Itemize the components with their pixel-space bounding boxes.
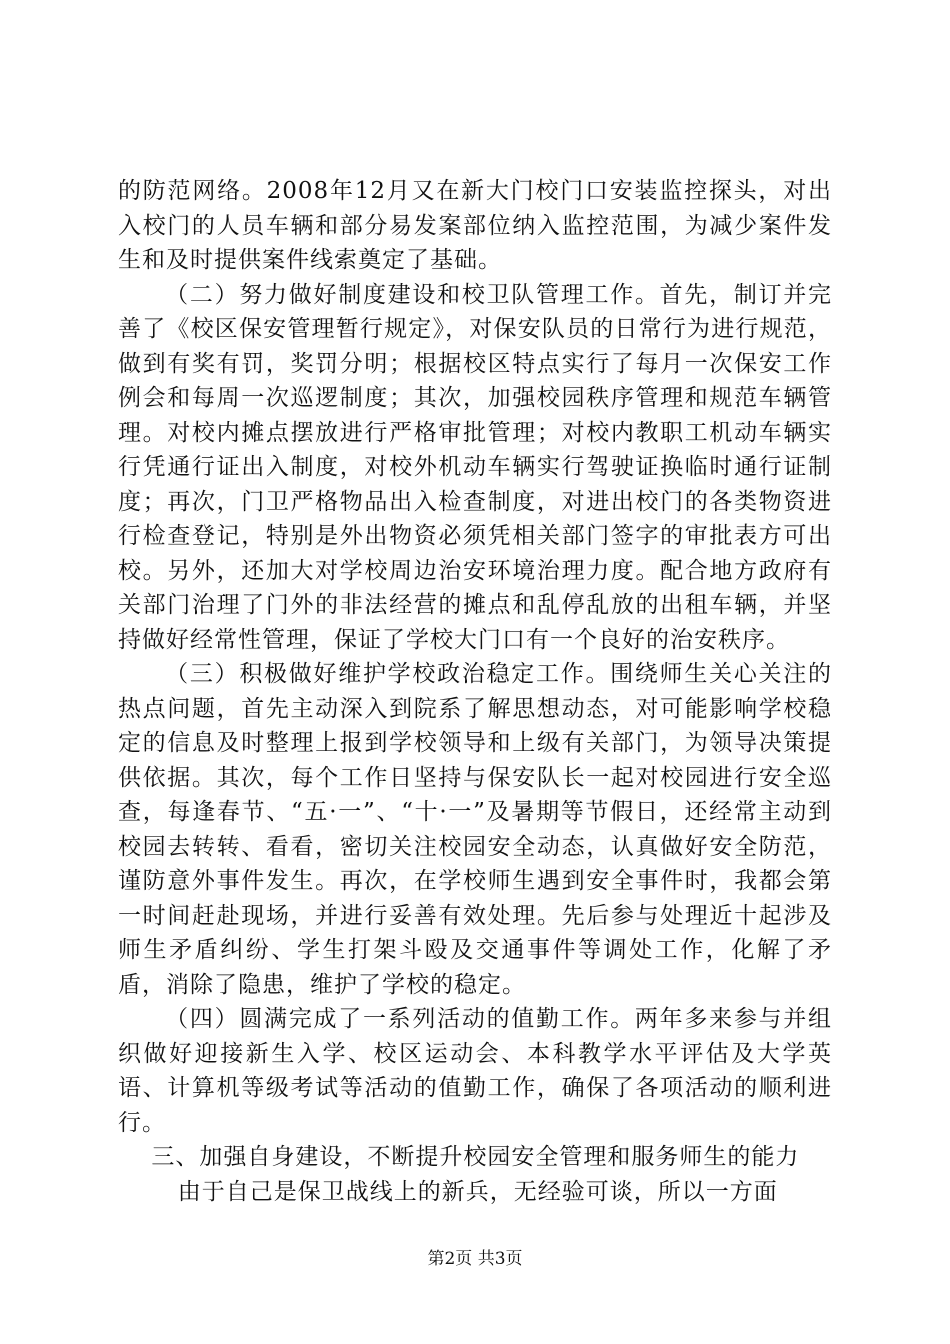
paragraph-2: （二）努力做好制度建设和校卫队管理工作。首先，制订并完善了《校区保安管理暂行规定》，对保安队员的日常行为进行规范，做到有奖有罚，奖罚分明；根据校区特点实行了每月一次保安工作例会和每周一次巡逻制度；其次，加强校园秩序管理和规范车辆管理。对校内摊点摆放进行严格审批管理；对校内教职工机动车辆实行凭通行证出入制度，对校外机动车辆实行驾驶证换临时通行证制度；再次，门卫严格物品出入检查制度，对进出校门的各类物资进行检查登记，特别是外出物资必须凭相关部门签字的审批表方可出校。另外，还加大对学校周边治安环境治理力度。配合地方政府有关部门治理了门外的非法经营的摊点和乱停乱放的出租车辆，并坚持做好经常性管理，保证了学校大门口有一个良好的治安秩序。: [118, 281, 832, 653]
paragraph-4: （四）圆满完成了一系列活动的值勤工作。两年多来参与并组织做好迎接新生入学、校区运动会、本科教学水平评估及大学英语、计算机等级考试等活动的值勤工作，确保了各项活动的顺利进行。: [118, 1006, 832, 1136]
page-footer: 第2页 共3页: [427, 1249, 523, 1269]
section-heading: 三、加强自身建设，不断提升校园安全管理和服务师生的能力: [151, 1144, 800, 1170]
document-body: [118, 174, 832, 1209]
paragraph-1: 的防范网络。2008年12月又在新大门校门口安装监控探头，对出入校门的人员车辆和部分易发案部位纳入监控范围，为减少案件发生和及时提供案件线索奠定了基础。: [118, 178, 832, 273]
paragraph-3: （三）积极做好维护学校政治稳定工作。围绕师生关心关注的热点问题，首先主动深入到院系了解思想动态，对可能影响学校稳定的信息及时整理上报到学校领导和上级有关部门，为领导决策提供依据。其次，每个工作日坚持与保安队长一起对校园进行安全巡查，每逢春节、“五·一”、“十·一”及暑期等节假日，还经常主动到校园去转转、看看，密切关注校园安全动态，认真做好安全防范，谨防意外事件发生。再次，在学校师生遇到安全事件时，我都会第一时间赶赴现场，并进行妥善有效处理。先后参与处理近十起涉及师生矛盾纠纷、学生打架斗殴及交通事件等调处工作，化解了矛盾，消除了隐患，维护了学校的稳定。: [118, 661, 832, 998]
paragraph-5: 由于自己是保卫战线上的新兵，无经验可谈，所以一方面: [177, 1178, 778, 1205]
